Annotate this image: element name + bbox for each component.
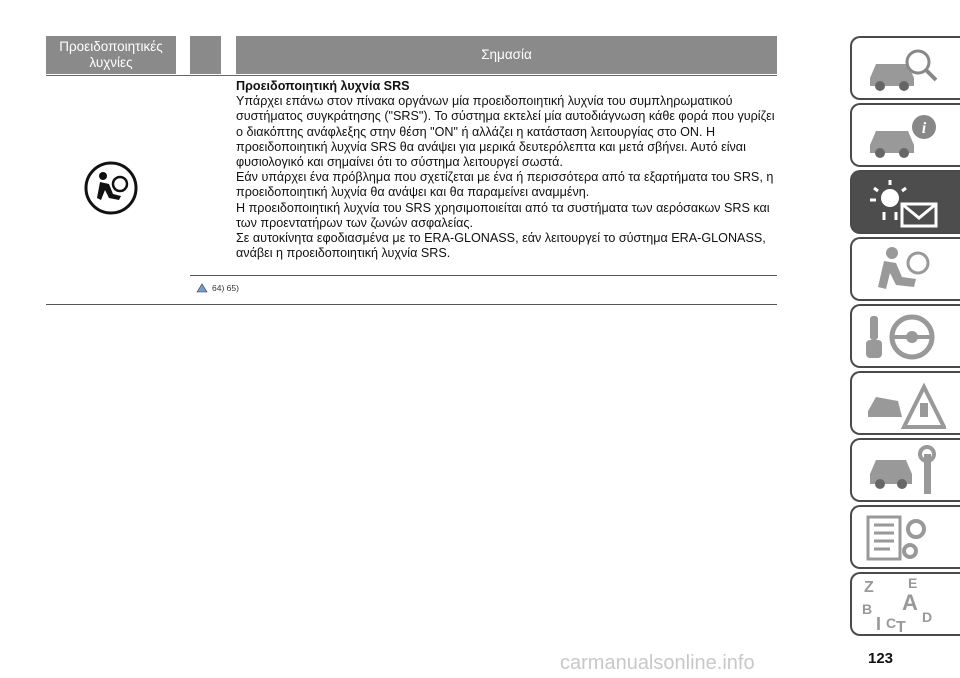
svg-text:C: C	[886, 615, 897, 631]
svg-text:Z: Z	[864, 579, 874, 596]
bottom-rule	[46, 304, 777, 305]
svg-text:T: T	[896, 619, 906, 632]
alphabet-index-icon	[862, 578, 946, 632]
srs-paragraph-1: Υπάρχει επάνω στον πίνακα οργάνων μία προειδοποιητική λυχνία του συμπληρωματικού συστήματος συγκράτησης ("SRS"). Το σύστημα εκτελεί μία αυτοδιάγνωση κάθε φορά που γυρίζει ο διακόπτης ανάφλεξης στην θέση "ON" ή αλλάζει η κατάσταση λειτουργίας στο ON. Η προειδοποιητική λυχνία SRS θα ανάψει για μερικά δευτερόλεπτα και μετά σβήνει. Αυτό είναι φυσιολογικό και σημαίνει ότι το σύστημα λειτουργεί σωστά.	[236, 94, 775, 170]
srs-title: Προειδοποιητική λυχνία SRS	[236, 79, 410, 93]
srs-paragraph-2: Εάν υπάρχει ένα πρόβλημα που σχετίζεται με ένα ή περισσότερα από τα εξαρτήματα του SRS, η προειδοποιητική λυχνία θα ανάψει και θα παραμείνει αναμμένη.	[236, 170, 774, 200]
srs-paragraph-4: Σε αυτοκίνητα εφοδιασμένα με το ERA-GLONASS, εάν λειτουργεί το σύστημα ERA-GLONASS, ανάβει η προειδοποιητική λυχνία SRS.	[236, 231, 766, 261]
svg-text:B: B	[862, 601, 873, 617]
tab-index[interactable]	[850, 572, 960, 636]
car-info-icon	[862, 109, 946, 163]
content-rule	[190, 275, 777, 276]
warning-light-message-icon	[862, 176, 946, 230]
header-meaning-label: Σημασία	[481, 47, 532, 62]
svg-text:I: I	[876, 614, 882, 632]
srs-paragraph-3: Η προειδοποιητική λυχνία του SRS χρησιμοποιείται από τα συστήματα των αερόσακων SRS και των προεντατήρων των ζωνών ασφαλείας.	[236, 200, 770, 230]
srs-description	[236, 79, 781, 261]
header-meaning	[236, 36, 777, 74]
car-wrench-icon	[862, 444, 946, 498]
tab-starting-driving[interactable]	[850, 304, 960, 368]
tab-car-info[interactable]	[850, 103, 960, 167]
svg-text:E: E	[908, 578, 918, 591]
tab-warning-lights[interactable]	[850, 170, 960, 234]
key-steering-wheel-icon	[862, 310, 946, 364]
tab-technical-data[interactable]	[850, 505, 960, 569]
warning-note-icon	[196, 283, 208, 293]
tab-maintenance[interactable]	[850, 438, 960, 502]
svg-text:A: A	[902, 590, 918, 615]
car-magnifier-icon	[862, 42, 946, 96]
header-blank-column	[190, 36, 221, 74]
header-rule	[46, 75, 777, 76]
tab-car-magnifier[interactable]	[850, 36, 960, 100]
note-references	[196, 283, 239, 293]
car-warning-triangle-icon	[862, 377, 946, 431]
note-refs-text: 64) 65)	[212, 283, 239, 293]
watermark: carmanualsonline.info	[560, 652, 755, 674]
tab-emergency[interactable]	[850, 371, 960, 435]
page-number: 123	[868, 650, 894, 667]
header-warning-lights	[46, 36, 176, 74]
tab-safety[interactable]	[850, 237, 960, 301]
seat-airbag-icon	[862, 243, 946, 297]
svg-text:i: i	[921, 120, 927, 137]
checklist-gears-icon	[862, 511, 946, 565]
airbag-warning-icon	[83, 160, 139, 216]
svg-text:D: D	[922, 609, 933, 625]
header-warning-lights-label: Προειδοποιητικές λυχνίες	[59, 39, 163, 70]
